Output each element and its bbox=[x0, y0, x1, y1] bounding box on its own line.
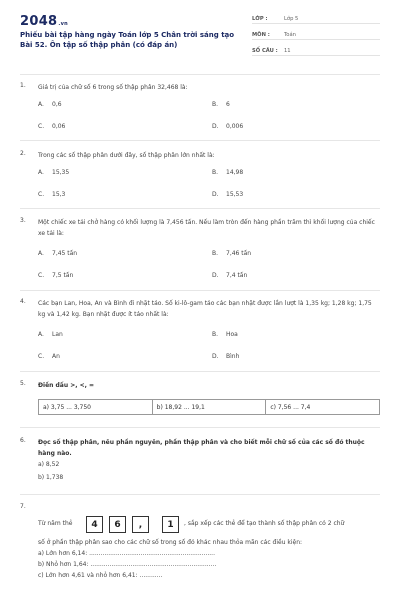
option-text: 0,006 bbox=[226, 123, 244, 130]
meta-label: MÔN : bbox=[252, 32, 270, 38]
worksheet-header bbox=[0, 0, 400, 66]
option-text: Lan bbox=[52, 331, 63, 338]
option-letter: D. bbox=[212, 191, 219, 198]
option-text: 7,5 tấn bbox=[52, 272, 74, 279]
comparison-cell[interactable]: c) 7,56 ... 7,4 bbox=[270, 403, 311, 411]
meta-label: SỐ CÂU : bbox=[252, 48, 278, 54]
question-text: Điền dấu >, <, = bbox=[38, 382, 95, 389]
option-b[interactable] bbox=[212, 169, 243, 176]
option-text: Bình bbox=[226, 353, 240, 360]
question-7-line2: số ở phần thập phân sao cho các chữ số trong số đó khác nhau thỏa mãn các điều kiện: bbox=[38, 539, 303, 546]
question-number: 7. bbox=[20, 503, 26, 510]
option-letter: B. bbox=[212, 101, 219, 108]
option-text: 7,4 tấn bbox=[226, 272, 248, 279]
option-text: 0,6 bbox=[52, 101, 62, 108]
option-letter: B. bbox=[212, 169, 219, 176]
divider bbox=[20, 427, 380, 428]
option-text: 15,3 bbox=[52, 191, 66, 198]
divider bbox=[20, 208, 380, 209]
option-a[interactable] bbox=[38, 250, 77, 257]
option-letter: D. bbox=[212, 272, 219, 279]
option-letter: C. bbox=[38, 123, 45, 130]
option-letter: B. bbox=[212, 250, 219, 257]
option-c[interactable] bbox=[38, 123, 65, 130]
option-c[interactable] bbox=[38, 191, 65, 198]
option-text: 15,35 bbox=[52, 169, 70, 176]
number-card[interactable]: 6 bbox=[109, 516, 126, 533]
question-text: , sắp xếp các thẻ để tạo thành số thập phân có 2 chữ bbox=[184, 520, 345, 527]
divider bbox=[20, 290, 380, 291]
question-text: Giá trị của chữ số 6 trong số thập phân 32,468 là: bbox=[38, 84, 188, 91]
question-number: 2. bbox=[20, 150, 26, 157]
logo-suffix: .vn bbox=[58, 21, 69, 27]
question-text: Các bạn Lan, Hoa, An và Bình đi nhặt táo. Số ki-lô-gam táo các bạn nhặt được lần lượt là 1,35 kg; 1,28 kg; 1,75 kg và 1,42 kg. Bạn nhặt được ít táo nhất là: bbox=[38, 300, 372, 318]
sub-item-c: c) Lớn hơn 4,61 và nhỏ hơn 6,41: ............ bbox=[38, 572, 163, 579]
question-number: 6. bbox=[20, 437, 26, 444]
question-text: Từ năm thẻ bbox=[38, 520, 73, 527]
question-text: Đọc số thập phân, nêu phần nguyên, phần thập phân và cho biết mỗi chữ số của các số đó thuộc hàng nào. bbox=[38, 439, 365, 457]
option-letter: A. bbox=[38, 331, 44, 338]
meta-question-count bbox=[252, 44, 380, 56]
option-b[interactable] bbox=[212, 101, 230, 108]
option-c[interactable] bbox=[38, 272, 73, 279]
sub-item-b: b) 1,738 bbox=[38, 474, 64, 481]
option-c[interactable] bbox=[38, 353, 60, 360]
meta-subject bbox=[252, 28, 380, 40]
meta-label: LỚP : bbox=[252, 16, 268, 22]
option-text: Hoa bbox=[226, 331, 238, 338]
option-letter: B. bbox=[212, 331, 219, 338]
site-logo[interactable] bbox=[20, 14, 68, 29]
question-text: Một chiếc xe tải chở hàng có khối lượng là 7,456 tấn. Nếu làm tròn đến hàng phần trăm thì khối lượng của chiếc xe tải là: bbox=[38, 219, 375, 237]
divider bbox=[20, 371, 380, 372]
option-letter: C. bbox=[38, 191, 45, 198]
question-7-cards-line bbox=[20, 516, 380, 534]
option-b[interactable] bbox=[212, 331, 238, 338]
question-number: 1. bbox=[20, 82, 26, 89]
option-letter: A. bbox=[38, 101, 44, 108]
option-d[interactable] bbox=[212, 272, 247, 279]
divider bbox=[20, 74, 380, 75]
option-text: 15,53 bbox=[226, 191, 244, 198]
option-a[interactable] bbox=[38, 101, 62, 108]
sub-item-a: a) Lớn hơn 6,14: .................................................................. bbox=[38, 550, 215, 557]
comparison-table bbox=[38, 399, 380, 415]
question-number: 3. bbox=[20, 217, 26, 224]
option-text: 6 bbox=[226, 101, 230, 108]
option-text: 7,45 tấn bbox=[52, 250, 78, 257]
meta-class bbox=[252, 12, 380, 24]
option-text: 14,98 bbox=[226, 169, 244, 176]
option-d[interactable] bbox=[212, 191, 243, 198]
option-letter: A. bbox=[38, 169, 44, 176]
logo-text: 2048 bbox=[20, 14, 58, 29]
divider bbox=[20, 494, 380, 495]
option-a[interactable] bbox=[38, 169, 69, 176]
option-letter: C. bbox=[38, 272, 45, 279]
question-number: 5. bbox=[20, 380, 26, 387]
sub-item-b: b) Nhỏ hơn 1,64: .................................................................. bbox=[38, 561, 217, 568]
number-card[interactable]: 1 bbox=[162, 516, 179, 533]
question-number: 4. bbox=[20, 298, 26, 305]
comparison-cell[interactable]: a) 3,75 ... 3,750 bbox=[39, 400, 153, 414]
meta-value: 11 bbox=[284, 48, 291, 54]
option-d[interactable] bbox=[212, 123, 243, 130]
option-a[interactable] bbox=[38, 331, 63, 338]
comparison-cell[interactable]: b) 18,92 ... 19,1 bbox=[153, 400, 267, 414]
option-letter: C. bbox=[38, 353, 45, 360]
comma-card[interactable]: , bbox=[132, 516, 149, 533]
meta-value: Toán bbox=[284, 32, 296, 38]
divider bbox=[20, 140, 380, 141]
option-letter: D. bbox=[212, 353, 219, 360]
option-b[interactable] bbox=[212, 250, 251, 257]
option-text: 7,46 tấn bbox=[226, 250, 252, 257]
number-card[interactable]: 4 bbox=[86, 516, 103, 533]
option-letter: A. bbox=[38, 250, 44, 257]
meta-value: Lớp 5 bbox=[284, 16, 299, 22]
option-d[interactable] bbox=[212, 353, 239, 360]
question-text: Trong các số thập phân dưới đây, số thập phân lớn nhất là: bbox=[38, 152, 215, 159]
option-text: An bbox=[52, 353, 60, 360]
option-letter: D. bbox=[212, 123, 219, 130]
option-text: 0,06 bbox=[52, 123, 66, 130]
sub-item-a: a) 8,52 bbox=[38, 461, 60, 468]
worksheet-title: Phiếu bài tập hàng ngày Toán lớp 5 Chân trời sáng tạo Bài 52. Ôn tập số thập phân (có đáp án) bbox=[20, 31, 235, 49]
